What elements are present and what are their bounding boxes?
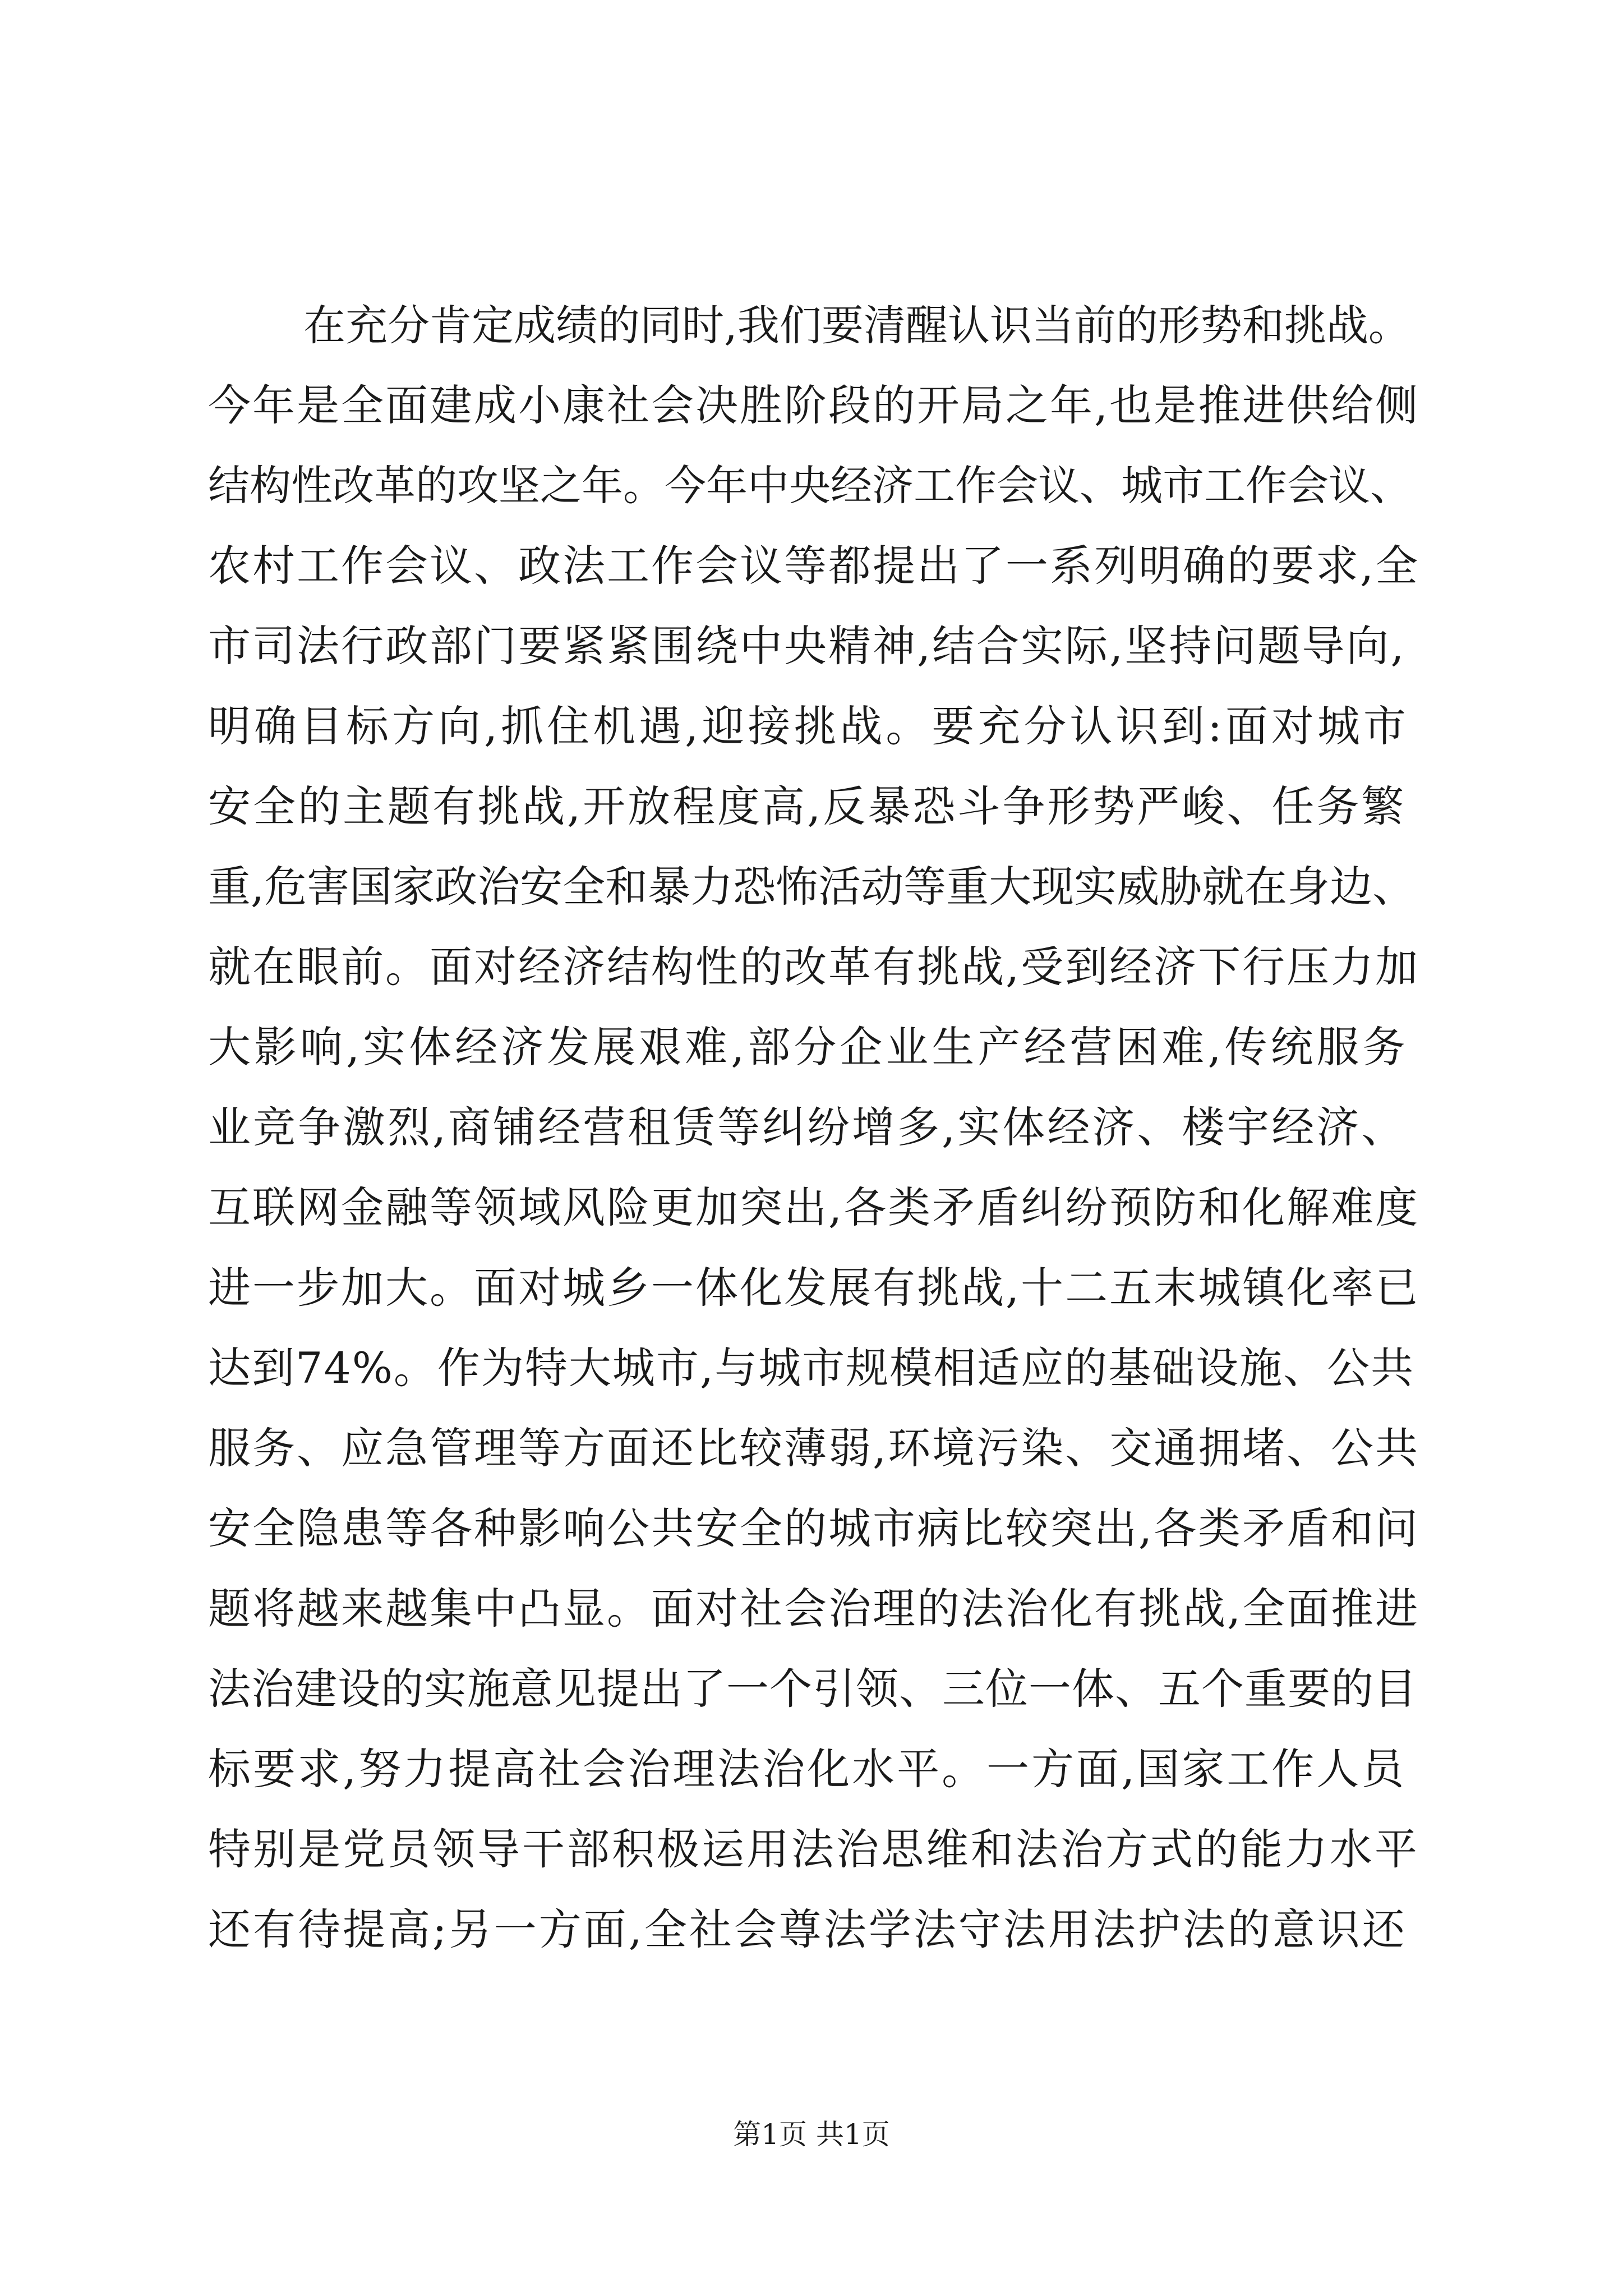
text-line-16: 安全隐患等各种影响公共安全的城市病比较突出,各类矛盾和问 bbox=[208, 1503, 1420, 1553]
text-line-11: 业竞争激烈,商铺经营租赁等纠纷增多,实体经济、楼宇经济、 bbox=[208, 1102, 1407, 1152]
text-line-10: 大影响,实体经济发展艰难,部分企业生产经营困难,传统服务 bbox=[208, 1022, 1409, 1072]
text-line-15: 服务、应急管理等方面还比较薄弱,环境污染、交通拥堵、公共 bbox=[208, 1423, 1420, 1473]
text-line-1: 在充分肯定成绩的同时,我们要清醒认识当前的形势和挑战。 bbox=[303, 301, 1410, 350]
text-line-4: 农村工作会议、政法工作会议等都提出了一系列明确的要求,全 bbox=[208, 541, 1420, 591]
text-line-13: 进一步加大。面对城乡一体化发展有挑战,十二五末城镇化率已 bbox=[208, 1263, 1420, 1313]
text-line-21: 还有待提高;另一方面,全社会尊法学法守法用法护法的意识还 bbox=[208, 1904, 1407, 1954]
text-line-2: 今年是全面建成小康社会决胜阶段的开局之年,也是推进供给侧 bbox=[208, 380, 1420, 430]
page-footer-label: 第1页 共1页 bbox=[733, 2118, 890, 2151]
text-line-19: 标要求,努力提高社会治理法治化水平。一方面,国家工作人员 bbox=[208, 1744, 1407, 1794]
text-line-14: 达到74%。作为特大城市,与城市规模相适应的基础设施、公共 bbox=[208, 1343, 1415, 1393]
text-line-12: 互联网金融等领域风险更加突出,各类矛盾纠纷预防和化解难度 bbox=[208, 1182, 1420, 1232]
text-line-7: 安全的主题有挑战,开放程度高,反暴恐斗争形势严峻、任务繁 bbox=[208, 781, 1407, 831]
text-line-20: 特别是党员领导干部积极运用法治思维和法治方式的能力水平 bbox=[208, 1824, 1419, 1874]
text-line-5: 市司法行政部门要紧紧围绕中央精神,结合实际,坚持问题导向, bbox=[208, 621, 1406, 671]
text-line-9: 就在眼前。面对经济结构性的改革有挑战,受到经济下行压力加 bbox=[208, 942, 1420, 992]
text-line-8: 重,危害国家政治安全和暴力恐怖活动等重大现实威胁就在身边、 bbox=[208, 862, 1415, 912]
text-line-6: 明确目标方向,抓住机遇,迎接挑战。要充分认识到:面对城市 bbox=[208, 701, 1409, 751]
text-line-3: 结构性改革的攻坚之年。今年中央经济工作会议、城市工作会议、 bbox=[208, 462, 1412, 510]
text-line-17: 题将越来越集中凸显。面对社会治理的法治化有挑战,全面推进 bbox=[208, 1584, 1420, 1634]
text-line-18: 法治建设的实施意见提出了一个引领、三位一体、五个重要的目 bbox=[208, 1664, 1417, 1714]
